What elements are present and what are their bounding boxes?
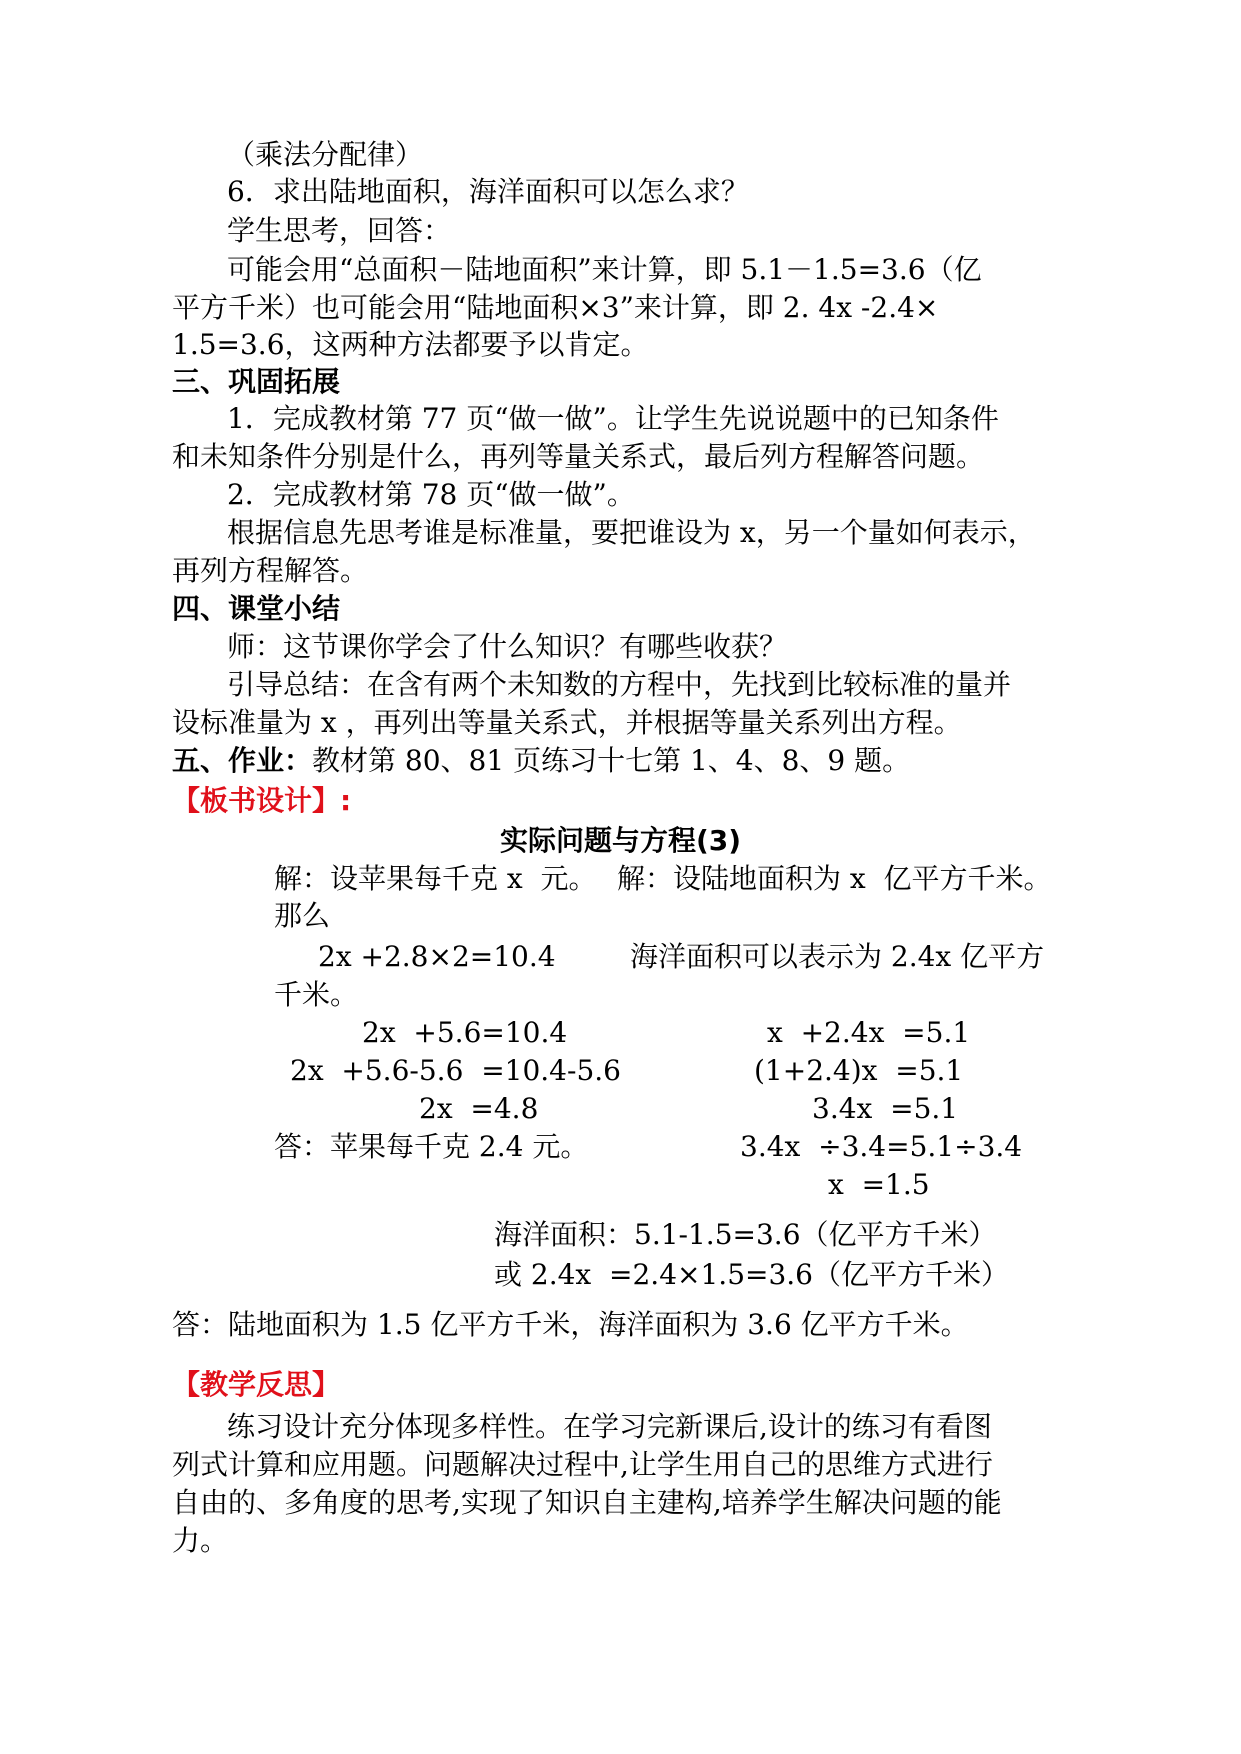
text-line: 2．完成教材第 78 页“做一做”。 (227, 478, 635, 511)
board-right-note: 海洋面积可以表示为 2.4x 亿平方 (630, 940, 1045, 973)
board-right-note: 千米。 (274, 978, 359, 1011)
board-right-eq: (1+2.4)x =5.1 (754, 1054, 964, 1087)
text-line: 学生思考，回答： (227, 214, 452, 247)
text-line: 可能会用“总面积－陆地面积”来计算，即 5.1－1.5=3.6（亿 (227, 253, 982, 286)
text-line: 练习设计充分体现多样性。在学习完新课后,设计的练习有看图 (227, 1410, 992, 1443)
text-line: 根据信息先思考谁是标准量，要把谁设为 x，另一个量如何表示， (227, 516, 1036, 549)
board-left-eq: 2x +2.8×2=10.4 (318, 940, 556, 973)
homework-text: 教材第 80、81 页练习十七第 1、4、8、9 题。 (312, 744, 911, 777)
text-line: 力。 (172, 1524, 229, 1557)
board-right-eq: 3.4x =5.1 (812, 1092, 959, 1125)
text-line: 再列方程解答。 (172, 554, 369, 587)
text-line: 平方千米）也可能会用“陆地面积×3”来计算，即 2. 4x -2.4× (172, 291, 939, 324)
board-ocean-line: 海洋面积：5.1-1.5=3.6（亿平方千米） (494, 1218, 997, 1251)
section-heading: 三、巩固拓展 (172, 365, 341, 398)
board-right-setup: 解：设陆地面积为 x 亿平方千米。 (617, 862, 1052, 895)
board-left-then: 那么 (274, 899, 331, 932)
text-line: 设标准量为 x ，再列出等量关系式，并根据等量关系列出方程。 (172, 706, 962, 739)
board-title: 实际问题与方程(3) (499, 824, 742, 857)
text-line: 6．求出陆地面积，海洋面积可以怎么求？ (227, 175, 749, 208)
board-left-eq: 2x =4.8 (419, 1092, 539, 1125)
section-heading: 四、课堂小结 (172, 592, 341, 625)
text-line: 1．完成教材第 77 页“做一做”。让学生先说说题中的已知条件 (227, 402, 999, 435)
reflection-heading: 【教学反思】 (172, 1368, 341, 1401)
text-line: 引导总结：在含有两个未知数的方程中，先找到比较标准的量并 (227, 668, 1012, 701)
text-line: 列式计算和应用题。问题解决过程中,让学生用自己的思维方式进行 (172, 1448, 993, 1481)
board-right-eq: 3.4x ÷3.4=5.1÷3.4 (740, 1130, 1023, 1163)
board-left-setup: 解：设苹果每千克 x 元。 (274, 862, 597, 895)
text-line: 和未知条件分别是什么，再列等量关系式，最后列方程解答问题。 (172, 440, 985, 473)
text-line: （乘法分配律） (227, 138, 424, 171)
text-line: 师：这节课你学会了什么知识？有哪些收获？ (227, 630, 788, 663)
board-right-eq: x +2.4x =5.1 (767, 1016, 971, 1049)
board-design-heading: 【板书设计】: (172, 784, 352, 817)
board-left-eq: 2x +5.6-5.6 =10.4-5.6 (290, 1054, 621, 1087)
board-right-eq: x =1.5 (828, 1168, 930, 1201)
board-left-eq: 2x +5.6=10.4 (362, 1016, 568, 1049)
text-line: 自由的、多角度的思考,实现了知识自主建构,培养学生解决问题的能 (172, 1486, 1002, 1519)
board-final-answer: 答：陆地面积为 1.5 亿平方千米，海洋面积为 3.6 亿平方千米。 (172, 1308, 969, 1341)
board-ocean-line: 或 2.4x =2.4×1.5=3.6（亿平方千米） (494, 1258, 1009, 1291)
text-line: 1.5=3.6，这两种方法都要予以肯定。 (172, 328, 649, 361)
section-heading: 五、作业： (172, 744, 313, 777)
board-left-answer: 答：苹果每千克 2.4 元。 (274, 1130, 589, 1163)
homework-line (172, 742, 910, 780)
